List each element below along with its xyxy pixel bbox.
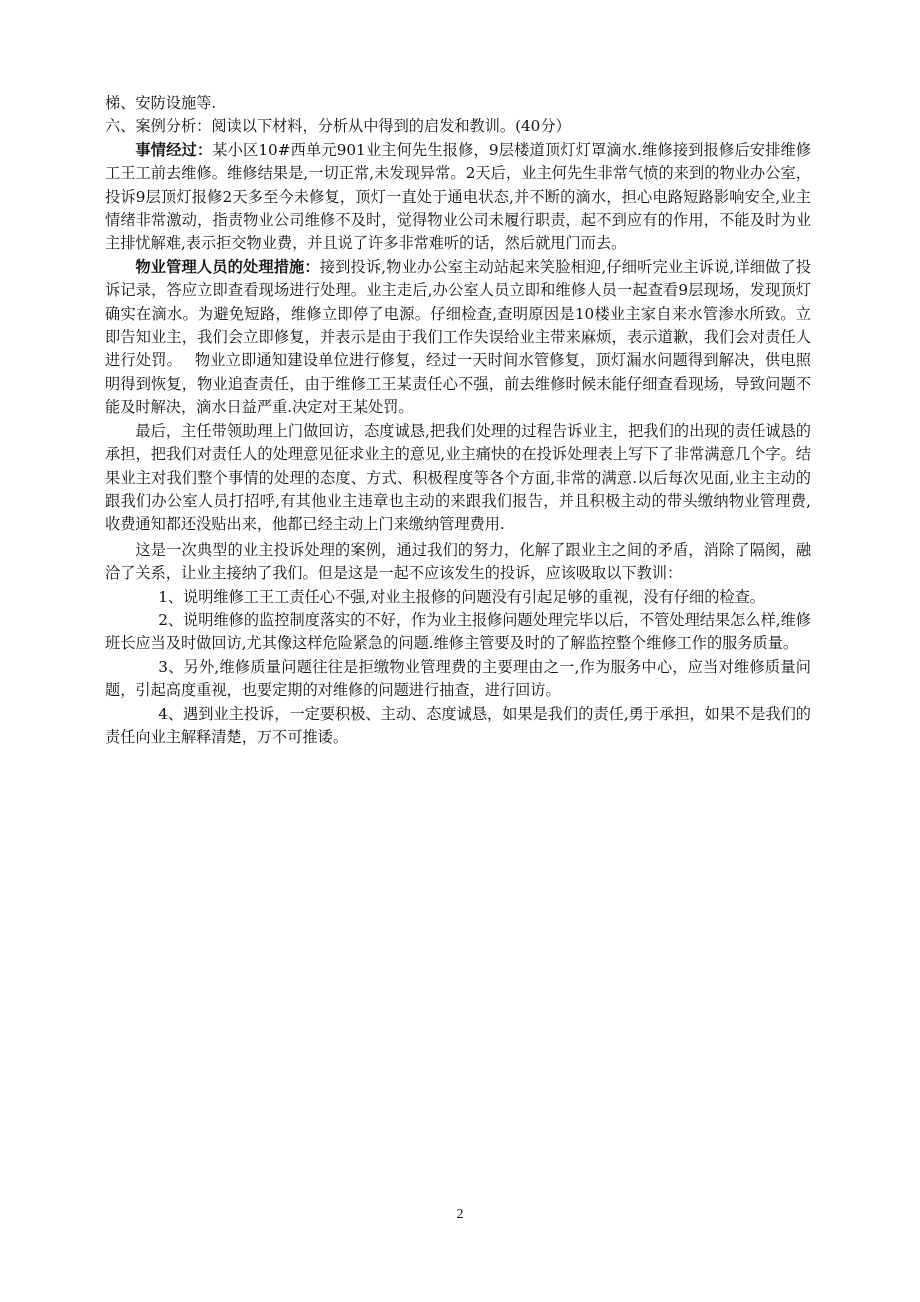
lesson-item-3: 3、另外,维修质量问题往往是拒缴物业管理费的主要理由之一,作为服务中心，应当对维修质量问题，引起高度重视，也要定期的对维修的问题进行抽查，进行回访。 — [105, 657, 811, 700]
incident-label: 事情经过： — [135, 140, 213, 159]
incident-paragraph — [105, 139, 811, 256]
measures-text: 接到投诉,物业办公室主动站起来笑脸相迎,仔细听完业主诉说,详细做了投诉记录，答应立即查看现场进行处理。业主走后,办公室人员立即和维修人员一起查看9层现场，发现顶灯确实在滴水。为避免短路，维修立即停了电源。仔细检查,查明原因是10楼业主家自来水管渗水所致。立即告知业主，我们会立即修复，并表示是由于我们工作失误给业主带来麻烦，表示道歉，我们会对责任人进行处罚。 物业立即通知建设单位进行修复，经过一天时间水管修复，顶灯漏水问题得到解决，供电照明得到恢复，物业追查责任，由于维修工王某责任心不强，前去维修时候未能仔细查看现场，导致问题不能及时解决，滴水日益严重.决定对王某处罚。 — [105, 257, 812, 417]
lesson-item-4: 4、遇到业主投诉，一定要积极、主动、态度诚恳，如果是我们的责任,勇于承担，如果不是我们的责任向业主解释清楚，万不可推诿。 — [105, 704, 811, 746]
page-number: 2 — [456, 1207, 464, 1222]
document-body — [105, 92, 811, 749]
measures-label: 物业管理人员的处理措施： — [135, 257, 320, 276]
measures-paragraph — [105, 256, 811, 420]
lesson-item-2: 2、说明维修的监控制度落实的不好，作为业主报修问题处理完毕以后，不管处理结果怎么样,维修班长应当及时做回访,尤其像这样危险紧急的问题.维修主管要及时的了解监控整个维修工作的服务质量。 — [105, 610, 811, 653]
section-heading: 六、案例分析：阅读以下材料，分析从中得到的启发和教训。(40分） — [105, 117, 571, 136]
lesson-item-1: 1、说明维修工王工责任心不强,对业主报修的问题没有引起足够的重视，没有仔细的检查。 — [158, 587, 765, 606]
followup-paragraph: 最后，主任带领助理上门做回访，态度诚恳,把我们处理的过程告诉业主，把我们的出现的责任诚恳的承担，把我们对责任人的处理意见征求业主的意见,业主痛快的在投诉处理表上写下了非常满意几个字。结果业主对我们整个事情的处理的态度、方式、积极程度等各个方面,非常的满意.以后每次见面,业主主动的跟我们办公室人员打招呼,有其他业主违章也主动的来跟我们报告，并且积极主动的带头缴纳物业管理费,收费通知都还没贴出来，他都已经主动上门来缴纳管理费用. — [105, 421, 811, 534]
incident-text: 某小区10#西单元901业主何先生报修，9层楼道顶灯灯罩滴水.维修接到报修后安排维修工王工前去维修。维修结果是,一切正常,未发现异常。2天后，业主何先生非常气愤的来到的物业办公室，投诉9层顶灯报修2天多至今未修复，顶灯一直处于通电状态,并不断的滴水，担心电路短路影响安全,业主情绪非常激动，指责物业公司维修不及时，觉得物业公司未履行职责，起不到应有的作用，不能及时为业主排忧解难,表示拒交物业费，并且说了许多非常难听的话，然后就甩门而去。 — [105, 140, 812, 253]
continuation-line: 梯、安防设施等. — [105, 94, 217, 112]
summary-paragraph: 这是一次典型的业主投诉处理的案例，通过我们的努力，化解了跟业主之间的矛盾，消除了隔阂，融洽了关系，让业主接纳了我们。但是这是一起不应该发生的投诉，应该吸取以下教训： — [105, 540, 811, 583]
